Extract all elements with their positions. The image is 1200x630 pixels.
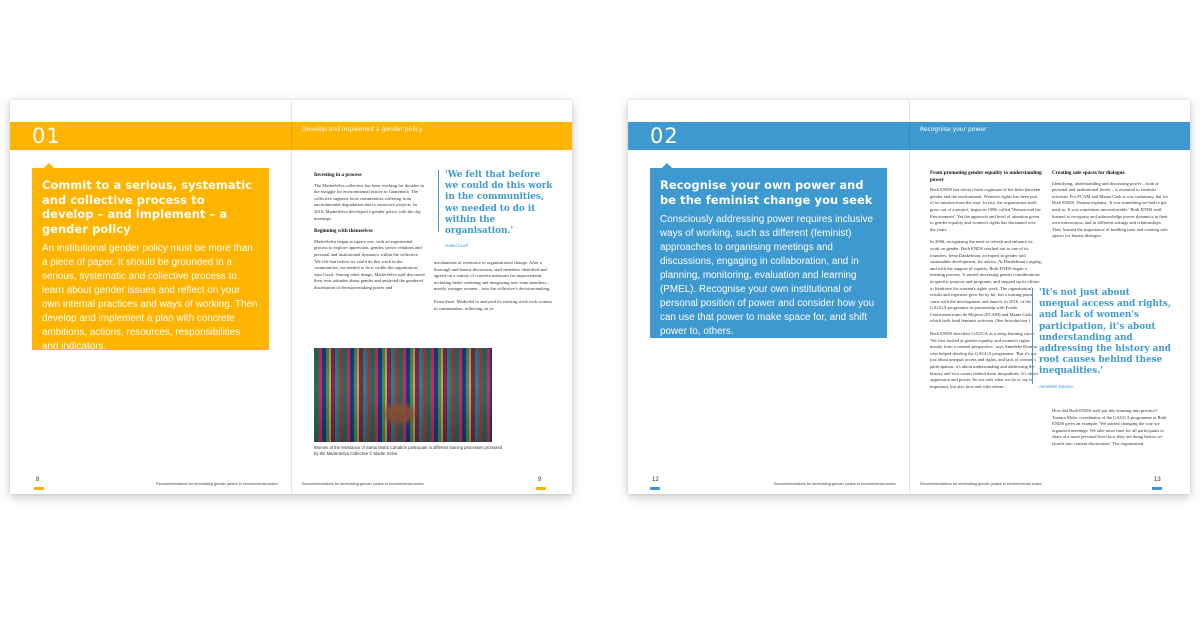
paragraph: The MadreSelva collective has been working for decades in the struggle for environmental justice in Guatemala. The collective supports local communities suffering from environmental degradation due to extractive projects. In 2010, MadreSelva developed a gender policy with the day meetings. <box>314 182 424 221</box>
pull-quote-attribution: Isabel Cuxil <box>445 243 468 249</box>
pull-quote-text: 'It's not just about unequal access and rights, and lack of women's participation, it's about understanding and addressing the history and root causes behind these inequalities.' <box>1039 288 1171 377</box>
page-marker <box>1152 487 1162 490</box>
page-marker <box>650 487 660 490</box>
callout-body: Consciously addressing power requires inclusive ways of working, such as different (feminist) approaches to organising meetings and discussions, engaging in collaboration, and in planning, monitoring, evaluation and learning (PMEL). Recognise your own institutional or personal position of power and consider how you can use that power to make space for, and shift power to, others. <box>660 214 875 338</box>
paragraph: Identifying, understanding and discussing power – both at personal and institutional levels – is essential to feminist activism. For FCAM and Mama Cash it was customary, but for Both ENDS, Douma explains, 'It was something we had to get used to. It was sometimes uncomfortable.' Both ENDS staff learned to recognise and acknowledge power dynamics in their own interactions, and in different settings and relationships. They learned the importance of building trust and creating safe spaces for honest dialogue. <box>1052 180 1169 239</box>
section-heading: Creating safe spaces for dialogue <box>1052 170 1125 176</box>
running-head: Develop and implement a gender policy <box>302 126 423 133</box>
chapter-number: 01 <box>32 124 61 148</box>
callout-heading: Recognise your own power and be the feminist change you seek <box>660 178 873 207</box>
text-column-2 <box>1052 170 1172 246</box>
footer-text: Recommendations for embedding gender justice in environmental action <box>920 482 1042 486</box>
paragraph: Both ENDS has always been cognisant of the links between gender and the environment. Women's rights has been part of its mission from the start. In fact, the organisation itself grew out of a project, begun in 1986, called 'Women and the Environment'. Yet the approach and level of attention given to gender equality and women's rights has fluctuated over the years. <box>930 187 1041 232</box>
pull-quote-text: 'We felt that before we could do this work in the communities, we needed to do it within the organisation.' <box>445 170 553 237</box>
pull-quote <box>438 170 556 249</box>
page-marker <box>536 487 546 490</box>
callout-source: MadreSelva, Guatemala <box>42 362 94 368</box>
section-heading: Investing in a process <box>314 172 362 178</box>
page-number-left: 8 <box>36 477 40 483</box>
callout-box <box>650 168 887 353</box>
page-number-right: 9 <box>538 477 542 483</box>
paragraph: MadreSelva began at square one, with an experiential process to explore oppression, gender, power relations and personal and institutional dynamics within the collective. 'We felt that before we could do this work in the communities, we needed to do it within the organisation,' says Cuxil. Among other things, MadreSelva staff discussed their own attitudes about gender and analysed the gendered distribution of decision-making power and <box>314 238 425 290</box>
page-number-left: 12 <box>652 477 659 483</box>
page-gutter <box>909 100 910 494</box>
footer-text: Recommendations for embedding gender justice in environmental action <box>302 482 424 486</box>
spread-chapter-01 <box>10 100 572 494</box>
callout-heading: Commit to a serious, systematic and collective process to develop – and implement – a gender policy <box>42 178 253 236</box>
page-gutter <box>291 100 292 494</box>
section-heading: From promoting gender equality to understanding power <box>930 170 1042 183</box>
callout-box <box>32 168 269 368</box>
text-column-1 <box>314 172 426 298</box>
paragraph: mechanisms of resistance to organisational change. After a thorough and honest discussion, staff members identified and agreed on a variety of concrete measures for improvement, including better orienting and integrating new team members – mostly younger women – into the collective's decision-making. <box>434 260 551 292</box>
photo-caption: Women of the resistance of Santa María Cahabón participate in different training processes promoted by the MadreSelva Collective © Madre Selva <box>314 445 503 456</box>
paragraph: From there, MadreSelva analysed its existing work with women in communities, reflecting on its <box>434 298 552 311</box>
paragraph: In 2006, recognising the need to refresh and enhance its work on gender, Both ENDS reached out to one of its founders, Irene Dankelman, an expert in gender and sustainable development, for advice. At Dankelman's urging, and with the support of experts, Both ENDS began a learning process. It started increasing gender considerations in specific projects and programs, and stepped up its efforts to fundraise for women's rights work. The organisation's results and expertise grew bit by bit, but a turning point came with the development and launch, in 2016, of the GAGGA programme in partnership with Fondo Centroamericano de Mujeres (FCAM) and Mama Cash, which both fund feminist activism. (See Introduction.) <box>930 239 1042 324</box>
pull-quote <box>1032 288 1172 389</box>
page-number-right: 13 <box>1154 477 1161 483</box>
text-column-2 <box>434 260 552 318</box>
section-heading: Beginning with themselves <box>314 228 373 235</box>
paragraph: How did Both ENDS staff put this learning into practice? Tamara Mohr, coordinator of the GAGGA programme at Both ENDS gives an example, 'We started changing the way we organised meetings. We take more time for all participants to share at a more personal level how they are doing before we launch into content discussions.' The organisation <box>1052 408 1167 446</box>
paragraph: Both ENDS describes GAGGA as a steep learning curve. 'We first looked at gender equality and women's rights mostly from a content perspective,' says Anneleke Douma, who helped develop the GAGGA programme. 'But it's not just about unequal access and rights, and lack of women's participation, it's about understanding and addressing the history and root causes behind these inequalities. It's about oppression and power. So not only what we do or say is important, but also how and with whom.'. <box>930 331 1038 389</box>
footer-text: Recommendations for embedding gender justice in environmental action <box>156 482 278 486</box>
photo-hands-textiles <box>314 348 492 442</box>
text-column-2-continued <box>1052 408 1172 454</box>
text-column-1 <box>930 170 1042 396</box>
spread-chapter-02 <box>628 100 1190 494</box>
pull-quote-attribution: Anneleke Douma <box>1039 383 1073 389</box>
page-marker <box>34 487 44 490</box>
running-head: Recognise your power <box>920 126 987 133</box>
footer-text: Recommendations for embedding gender justice in environmental action <box>774 482 896 486</box>
chapter-number: 02 <box>650 124 679 148</box>
callout-body: An institutional gender policy must be more than a piece of paper. It should be grounded in a serious, systematic and collective process to learn about gender issues and reflect on your own internal practices and ways of working. Then develop and implement a plan with concrete ambitions, actions, resources, responsibilities and indicators. <box>42 243 258 353</box>
callout-source: Both ENDS, The Netherlands <box>660 347 723 353</box>
